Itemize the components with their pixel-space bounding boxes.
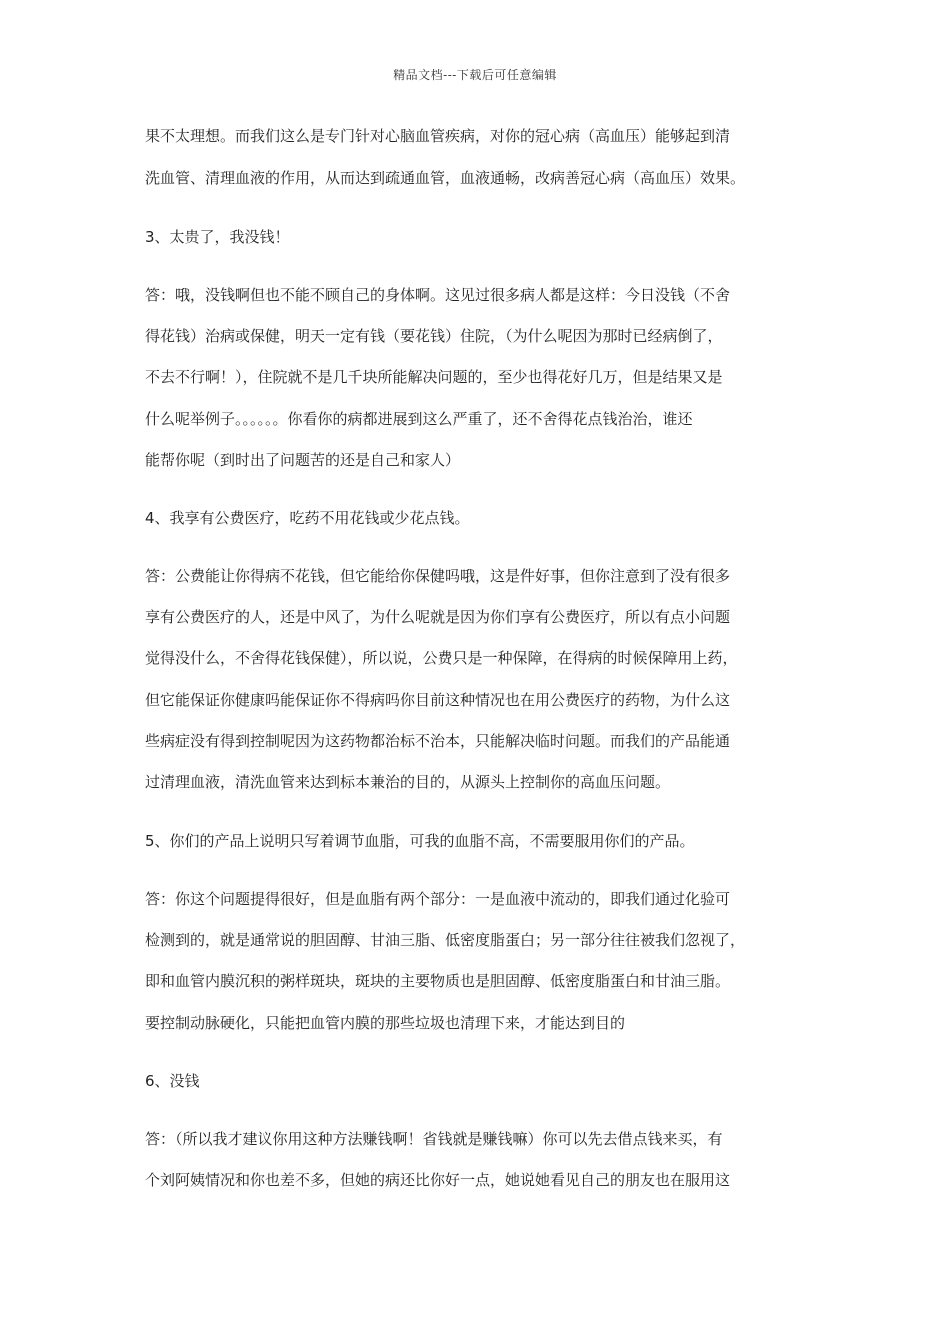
body-line: 享有公费医疗的人，还是中风了，为什么呢就是因为你们享有公费医疗，所以有点小问题 [145, 608, 731, 626]
body-line: 不去不行啊！），住院就不是几千块所能解决问题的，至少也得花好几万，但是结果又是 [145, 368, 723, 386]
body-line: 什么呢举例子。。。。。。你看你的病都进展到这么严重了，还不舍得花点钱治治，谁还 [145, 410, 693, 428]
body-line: 即和血管内膜沉积的粥样斑块，斑块的主要物质也是胆固醇、低密度脂蛋白和甘油三脂。 [145, 972, 731, 990]
body-line: 检测到的，就是通常说的胆固醇、甘油三脂、低密度脂蛋白；另一部分往往被我们忽视了， [145, 931, 746, 949]
question-heading: 3、太贵了，我没钱！ [145, 228, 290, 246]
body-line: 答：公费能让你得病不花钱，但它能给你保健吗哦，这是件好事，但你注意到了没有很多 [145, 567, 731, 585]
body-line: 果不太理想。而我们这么是专门针对心脑血管疾病，对你的冠心病（高血压）能够起到清 [145, 127, 731, 145]
question-heading: 6、没钱 [145, 1072, 200, 1090]
body-line: 些病症没有得到控制呢因为这药物都治标不治本，只能解决临时问题。而我们的产品能通 [145, 732, 731, 750]
question-heading: 4、我享有公费医疗，吃药不用花钱或少花点钱。 [145, 509, 470, 527]
body-line: 能帮你呢（到时出了问题苦的还是自己和家人） [145, 451, 461, 469]
body-line: 过清理血液，清洗血管来达到标本兼治的目的，从源头上控制你的高血压问题。 [145, 773, 671, 791]
body-line: 答：哦，没钱啊但也不能不顾自己的身体啊。这见过很多病人都是这样：今日没钱（不舍 [145, 286, 731, 304]
page-header: 精品文档---下载后可任意编辑 [393, 68, 557, 82]
body-line: 觉得没什么，不舍得花钱保健），所以说，公费只是一种保障，在得病的时候保障用上药， [145, 649, 738, 667]
body-line: 要控制动脉硬化，只能把血管内膜的那些垃圾也清理下来，才能达到目的 [145, 1014, 626, 1032]
body-line: 个刘阿姨情况和你也差不多，但她的病还比你好一点，她说她看见自己的朋友也在服用这 [145, 1171, 731, 1189]
body-line: 得花钱）治病或保健，明天一定有钱（要花钱）住院，（为什么呢因为那时已经病倒了， [145, 327, 723, 345]
body-line: 答：（所以我才建议你用这种方法赚钱啊！省钱就是赚钱嘛）你可以先去借点钱来买，有 [145, 1130, 723, 1148]
body-line: 答：你这个问题提得很好，但是血脂有两个部分：一是血液中流动的，即我们通过化验可 [145, 890, 731, 908]
question-heading: 5、你们的产品上说明只写着调节血脂，可我的血脂不高，不需要服用你们的产品。 [145, 832, 695, 850]
body-line: 洗血管、清理血液的作用，从而达到疏通血管，血液通畅，改病善冠心病（高血压）效果。 [145, 169, 746, 187]
body-line: 但它能保证你健康吗能保证你不得病吗你目前这种情况也在用公费医疗的药物，为什么这 [145, 691, 731, 709]
